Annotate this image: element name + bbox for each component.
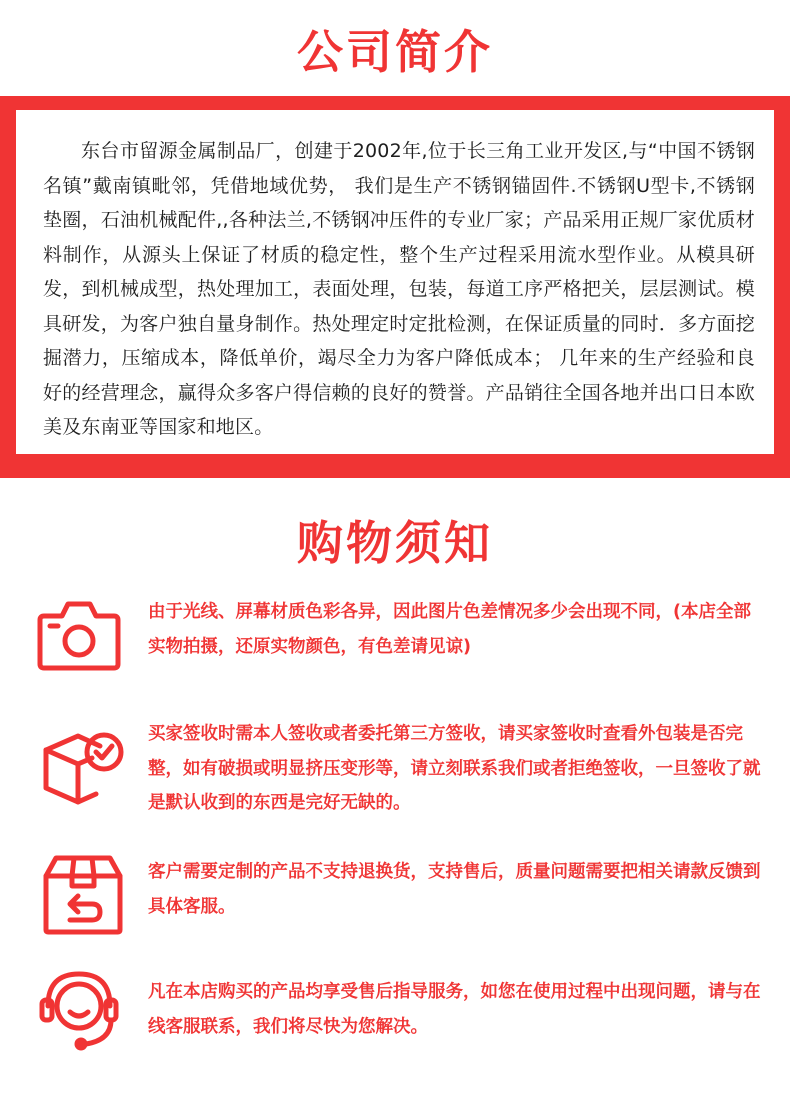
notice-after-sales: 凡在本店购买的产品均享受售后指导服务，如您在使用过程中出现问题，请与在线客服联系，我们将尽快为您解决。 — [148, 982, 761, 1037]
shopping-notice-title: 购物须知 — [297, 516, 493, 570]
notice-color-difference: 由于光线、屏幕材质色彩各异，因此图片色差情况多少会出现不同，(本店全部实物拍摄，还原实物颜色，有色差请见谅) — [148, 602, 751, 657]
camera-icon — [36, 594, 122, 680]
company-intro-title: 公司简介 — [297, 25, 493, 79]
package-check-icon — [40, 724, 126, 810]
notice-delivery-sign: 买家签收时需本人签收或者委托第三方签收，请买家签收时查看外包装是否完整，如有破损或明显挤压变形等，请立刻联系我们或者拒绝签收，一旦签收了就是默认收到的东西是完好无缺的。 — [148, 724, 761, 813]
customer-service-icon — [36, 966, 122, 1052]
return-box-icon — [40, 852, 126, 938]
notice-custom-products: 客户需要定制的产品不支持退换货，支持售后，质量问题需要把相关请款反馈到具体客服。 — [148, 862, 761, 917]
company-intro-text: 东台市留源金属制品厂，创建于2002年,位于长三角工业开发区,与“中国不锈钢名镇”戴南镇毗邻，凭借地域优势， 我们是生产不锈钢锚固件.不锈钢U型卡,不锈钢垫圈，石油机械配件,,各种法兰,不锈钢冲压件的专业厂家；产品采用正规厂家优质材料制作，从源头上保证了材质的稳定性，整个生产过程采用流水型作业。从模具研发，到机械成型，热处理加工，表面处理，包装，每道工序严格把关，层层测试。模具研发，为客户独自量身制作。热处理定时定批检测，在保证质量的同时．多方面挖掘潜力，压缩成本，降低单价，竭尽全力为客户降低成本； 几年来的生产经验和良好的经营理念，赢得众多客户得信赖的良好的赞誉。产品销往全国各地并出口日本欧美及东南亚等国家和地区。 — [43, 140, 755, 438]
